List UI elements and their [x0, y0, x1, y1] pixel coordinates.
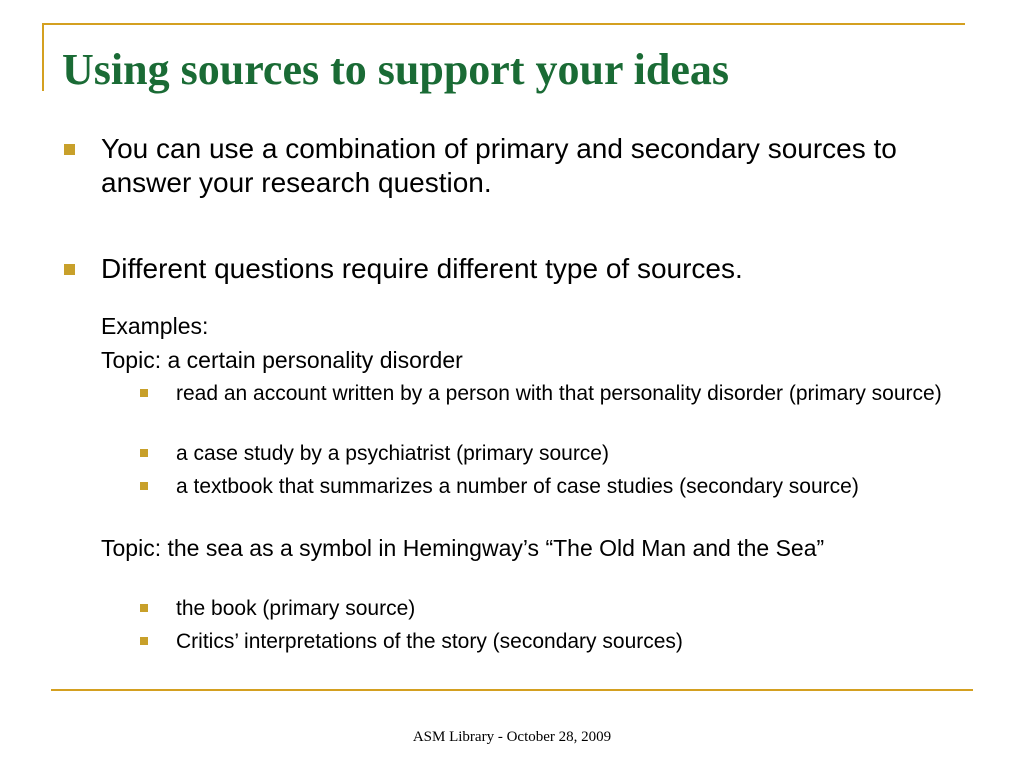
- bullet-text-2: Different questions require different type of sources.: [101, 253, 743, 284]
- topic-1-item-2: a case study by a psychiatrist (primary source): [176, 442, 609, 465]
- topic-2-item-2: Critics’ interpretations of the story (secondary sources): [176, 630, 683, 653]
- topic-label-1: Topic: a certain personality disorder: [101, 347, 463, 373]
- footer-text: ASM Library - October 28, 2009: [412, 729, 612, 745]
- topic-1-item-3: a textbook that summarizes a number of case studies (secondary source): [176, 475, 859, 498]
- topic-2-item-1: the book (primary source): [176, 597, 416, 620]
- examples-label: Examples:: [101, 313, 209, 339]
- square-bullet-icon: [140, 604, 148, 612]
- square-bullet-icon: [64, 264, 75, 275]
- square-bullet-icon: [64, 144, 75, 155]
- top-accent-line: [42, 23, 965, 25]
- square-bullet-icon: [140, 449, 148, 457]
- square-bullet-icon: [140, 637, 148, 645]
- square-bullet-icon: [140, 389, 148, 397]
- topic-1-item-1: read an account written by a person with that personality disorder (primary source): [176, 382, 942, 405]
- square-bullet-icon: [140, 482, 148, 490]
- footer-divider: [51, 689, 973, 691]
- bullet-text-1: You can use a combination of primary and secondary sources to answer your research question.: [101, 133, 897, 198]
- slide-title: Using sources to support your ideas: [62, 45, 730, 94]
- topic-label-2: Topic: the sea as a symbol in Hemingway’s “The Old Man and the Sea”: [101, 535, 825, 561]
- left-accent-line: [42, 23, 44, 91]
